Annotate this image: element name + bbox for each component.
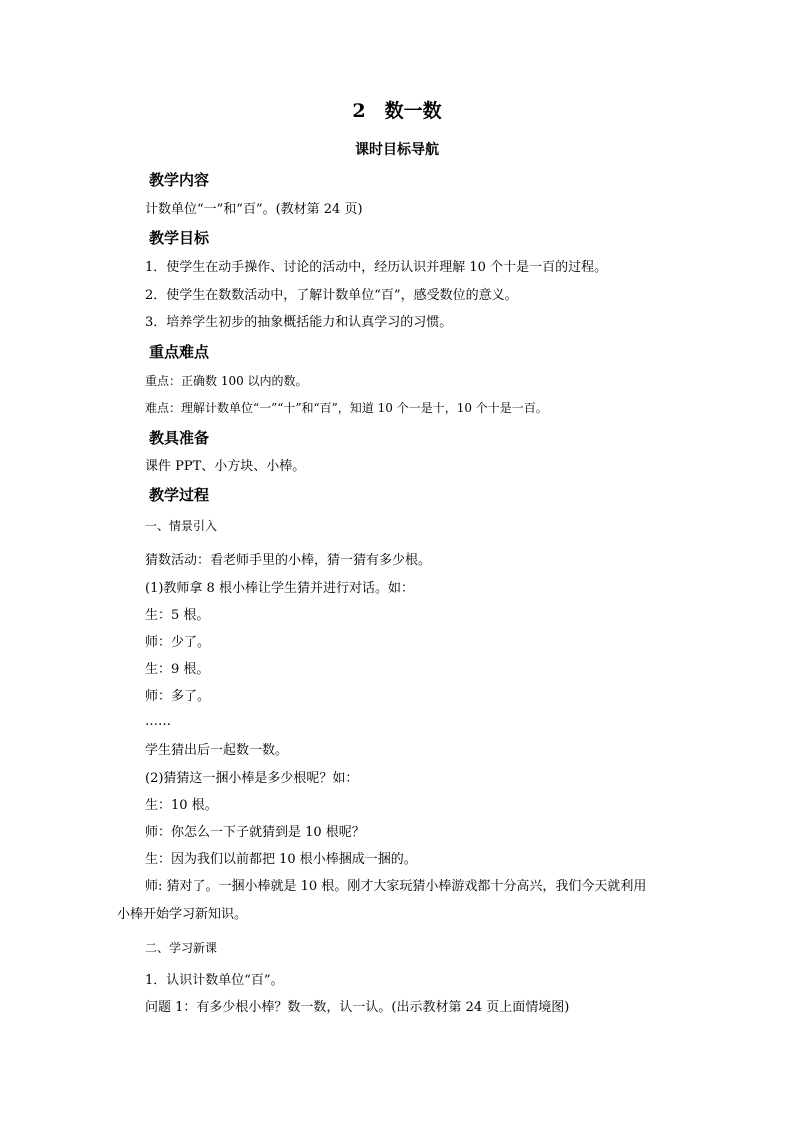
- part1-title: 一、情景引入: [145, 519, 218, 533]
- new-lesson-line-1: 1．认识计数单位“百”。: [145, 973, 284, 988]
- process-line-1: 猜数活动：看老师手里的小棒，猜一猜有多少根。: [145, 553, 432, 568]
- process-line-3: 生：5 根。: [145, 608, 210, 623]
- goal-item-3: 3．培养学生初步的抽象概括能力和认真学习的习惯。: [145, 315, 453, 330]
- process-line-9: (2)猜猜这一捆小棒是多少根呢？如：: [145, 771, 359, 786]
- process-line-11: 师：你怎么一下子就猜到是 10 根呢？: [145, 825, 365, 840]
- goal-item-2: 2．使学生在数数活动中，了解计数单位“百”，感受数位的意义。: [145, 288, 518, 303]
- content-text: 计数单位“一”和“百”。(教材第 24 页): [145, 202, 363, 217]
- key-point-text: 重点：正确数 100 以内的数。: [145, 374, 308, 388]
- process-line-7: ……: [145, 714, 171, 729]
- new-lesson-line-2: 问题 1：有多少根小棒？数一数，认一认。(出示教材第 24 页上面情境图): [145, 1000, 570, 1015]
- process-line-12: 生：因为我们以前都把 10 根小棒捆成一捆的。: [145, 852, 417, 867]
- heading-key-points: 重点难点: [149, 343, 210, 361]
- heading-process: 教学过程: [149, 486, 210, 504]
- paragraph-line-1: 师: 猜对了。一捆小棒就是 10 根。刚才大家玩猜小棒游戏都十分高兴，我们今天就利用: [145, 879, 647, 894]
- materials-text: 课件 PPT、小方块、小棒。: [145, 459, 306, 474]
- process-line-8: 学生猜出后一起数一数。: [145, 743, 289, 758]
- process-line-10: 生：10 根。: [145, 798, 218, 813]
- part2-title: 二、学习新课: [145, 941, 218, 955]
- paragraph-line-2: 小棒开始学习新知识。: [117, 907, 248, 922]
- process-line-5: 生：9 根。: [145, 662, 210, 677]
- process-line-6: 师：多了。: [145, 689, 211, 704]
- goal-item-1: 1．使学生在动手操作、讨论的活动中，经历认识并理解 10 个十是一百的过程。: [145, 260, 608, 275]
- process-line-4: 师：少了。: [145, 635, 211, 650]
- heading-materials: 教具准备: [149, 429, 210, 447]
- process-line-2: (1)教师拿 8 根小棒让学生猜并进行对话。如：: [145, 581, 414, 596]
- lesson-subtitle: 课时目标导航: [355, 142, 439, 158]
- heading-content: 教学内容: [149, 171, 210, 189]
- difficulty-text: 难点：理解计数单位“一”“十”和“百”，知道 10 个一是十，10 个十是一百。: [145, 401, 548, 415]
- lesson-title: 2 数一数: [352, 100, 442, 122]
- heading-goals: 教学目标: [149, 229, 210, 247]
